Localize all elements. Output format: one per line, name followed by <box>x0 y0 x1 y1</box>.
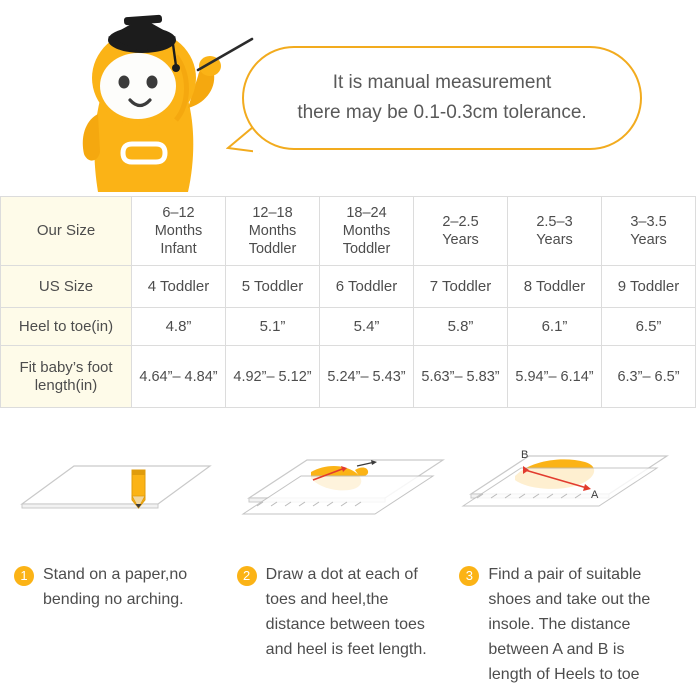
cell-line-2: Years <box>536 232 573 248</box>
table-cell <box>132 197 226 266</box>
table-cell: 4.64”– 4.84” <box>132 346 226 408</box>
cell-line-2: Months Infant <box>154 223 203 257</box>
table-cell: 6.3”– 6.5” <box>602 346 696 408</box>
step-number-badge: 2 <box>237 566 257 586</box>
tolerance-notice-line-2: there may be 0.1-0.3cm tolerance. <box>297 102 587 123</box>
table-row <box>1 266 696 308</box>
table-row <box>1 346 696 408</box>
table-cell: 5.63”– 5.83” <box>414 346 508 408</box>
label-a: A <box>591 489 599 501</box>
table-cell <box>508 197 602 266</box>
step-text: Draw a dot at each of toes and heel,the distance between toes and heel is feet length. <box>265 566 427 658</box>
table-cell <box>602 197 696 266</box>
table-cell: 4 Toddler <box>132 266 226 308</box>
table-cell: 6.5” <box>602 308 696 346</box>
table-cell <box>320 197 414 266</box>
label-b: B <box>521 449 529 461</box>
table-cell: 5.8” <box>414 308 508 346</box>
tolerance-notice-bubble <box>242 46 642 150</box>
table-cell: 5.1” <box>226 308 320 346</box>
table-cell: 4.92”– 5.12” <box>226 346 320 408</box>
cell-line-2: Years <box>630 232 667 248</box>
mascot-graduate-icon <box>64 4 234 194</box>
pointer-stick-icon <box>196 36 256 74</box>
measurement-steps <box>0 554 696 687</box>
cell-line-1: 2–2.5 <box>442 214 479 230</box>
table-row <box>1 308 696 346</box>
row-header-fit-foot-length: Fit baby’s foot length(in) <box>1 346 132 408</box>
measurement-diagrams <box>0 434 696 554</box>
table-cell: 5.4” <box>320 308 414 346</box>
cell-line-1: 3–3.5 <box>630 214 667 230</box>
cell-line-1: 12–18 <box>252 205 293 221</box>
table-cell: 4.8” <box>132 308 226 346</box>
header-illustration <box>0 0 696 196</box>
step-1 <box>14 562 237 687</box>
table-cell: 5.94”– 6.14” <box>508 346 602 408</box>
table-cell: 7 Toddler <box>414 266 508 308</box>
tolerance-notice-line-1: It is manual measurement <box>332 72 552 93</box>
row-header-heel-to-toe: Heel to toe(in) <box>1 308 132 346</box>
cell-line-1: 18–24 <box>346 205 387 221</box>
cell-line-2: Years <box>442 232 479 248</box>
table-cell: 6 Toddler <box>320 266 414 308</box>
ruler-and-foot-icon <box>237 434 457 554</box>
cell-line-2: Months Toddler <box>342 223 391 257</box>
step-text: Stand on a paper,no bending no arching. <box>43 566 188 608</box>
row-header-us-size: US Size <box>1 266 132 308</box>
row-header-our-size: Our Size <box>1 197 132 266</box>
diagram-step-1 <box>14 434 237 554</box>
table-cell: 5.24”– 5.43” <box>320 346 414 408</box>
diagram-step-2 <box>237 434 460 554</box>
diagram-step-3 <box>459 434 682 554</box>
table-row <box>1 197 696 266</box>
step-number-badge: 3 <box>459 566 479 586</box>
cell-line-1: 2.5–3 <box>536 214 573 230</box>
step-number-badge: 1 <box>14 566 34 586</box>
size-chart-table-wrapper <box>0 196 696 408</box>
table-cell: 8 Toddler <box>508 266 602 308</box>
cell-line-2: Months Toddler <box>248 223 297 257</box>
step-text: Find a pair of suitable shoes and take out the insole. The distance between A and B is length of Heels to toe <box>488 566 651 683</box>
table-cell <box>414 197 508 266</box>
insole-measure-icon <box>459 434 679 554</box>
table-cell: 5 Toddler <box>226 266 320 308</box>
table-cell: 9 Toddler <box>602 266 696 308</box>
table-cell: 6.1” <box>508 308 602 346</box>
table-cell <box>226 197 320 266</box>
cell-line-1: 6–12 <box>162 205 195 221</box>
size-chart-table <box>0 196 696 408</box>
step-3 <box>459 562 682 687</box>
paper-and-pencil-icon <box>14 434 224 554</box>
step-2 <box>237 562 460 687</box>
